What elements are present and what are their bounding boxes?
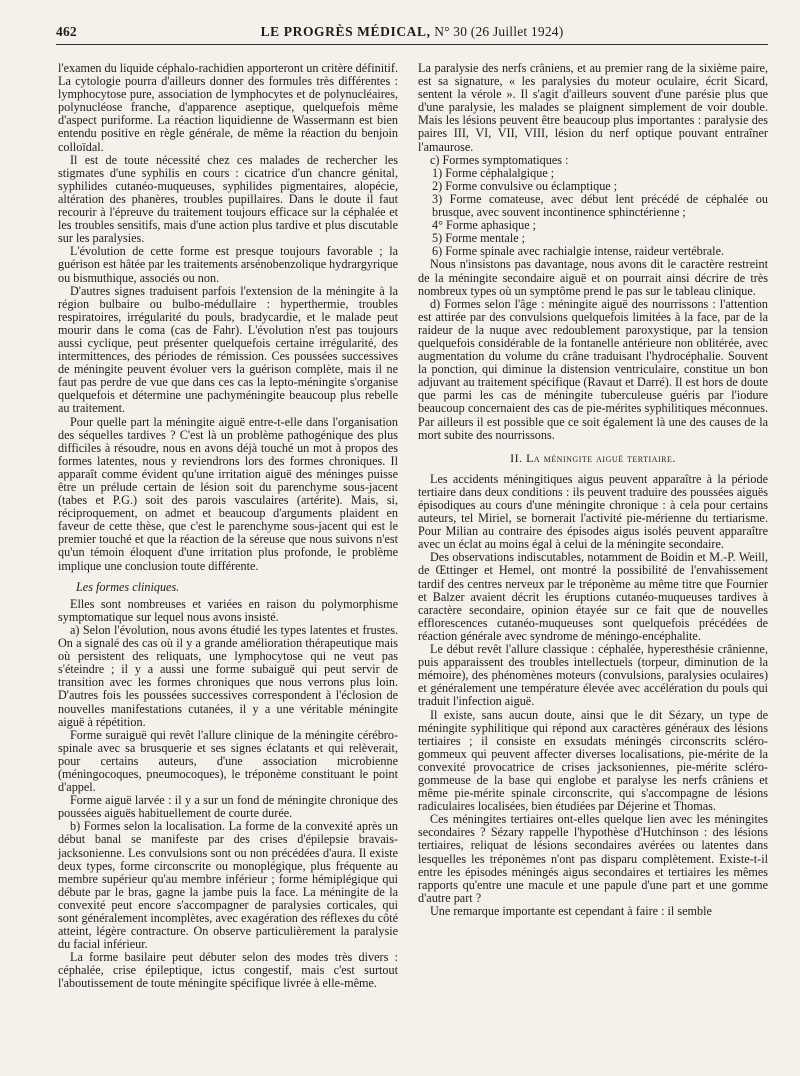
list-item: 3) Forme comateuse, avec début lent précédé de céphalée ou brusque, avec souvent incontinence sphinctérienne ; <box>432 191 768 220</box>
header-rule <box>56 44 768 45</box>
paragraph: Les accidents méningitiques aigus peuvent apparaître à la période tertiaire dans deux conditions : ils peuvent traduire des poussées aiguës épisodiques au cours d'une méningite chronique : à cela pour certains auteurs, tel Miriel, se bornerait l'activité pie-mérienne du tertiarisme. Pour Milian au contraire des épisodes aigus isolés peuvent apparaître avec un éclat au moins égal à celui de la méningite secondaire. <box>418 471 768 552</box>
paragraph: b) Formes selon la localisation. La forme de la convexité après un début banal se manifeste par des crises d'épilepsie bravais-jacksonienne. Les convulsions sont ou non précédées d'aura. Il existe deux types, forme circonscrite ou monoplégique, plus fréquente au membre supérieur qu'au membre inférieur ; forme hémiplégique qui débute par le bras, gagne la jambe puis la face. La méningite de la convexité peut encore s'accompagner de paralysies corticales, qui sont généralement incomplètes, avec exagération des réflexes du côté atteint, légère contracture. On observe particulièrement la paralysie du facial inférieur. <box>58 819 398 952</box>
paragraph: Le début revêt l'allure classique : céphalée, hyperesthésie crânienne, puis apparaissent des troubles intellectuels (torpeur, diminution de la mémoire), des phénomènes moteurs (convulsions, paralysies oculaires) et généralement une température élevée avec accélération du pouls qui traduit l'infection aiguë. <box>418 642 768 709</box>
paragraph: a) Selon l'évolution, nous avons étudié les types latentes et frustes. On a signalé des cas où il y a grande amélioration thérapeutique mais où persistent des reliquats, une lymphocytose qui ne veut pas s'éteindre ; il y a aussi une forme subaiguë qui peut servir de transition avec les formes chroniques que nous verrons plus loin. D'autres fois les poussées successives correspondent à l'éclosion de nouvelles manifestations cutanées, il y a une véritable méningite aiguë à répétition. <box>58 622 398 729</box>
list-item: 6) Forme spinale avec rachialgie intense, raideur vertébrale. <box>432 244 725 259</box>
paragraph: Ces méningites tertiaires ont-elles quelque lien avec les méningites secondaires ? Sézary rappelle l'hypothèse d'Hutchinson : des lésions tertiaires, reliquat de lésions secondaires avérées ou latentes dans lesquelles les tréponèmes n'ont pas disparu complètement. Existe-t-il entre les épisodes méningés aigus secondaires et tertiaires les mêmes rapports qu'entre une macule et une papule d'une part et une gomme d'autre part ? <box>418 812 768 905</box>
list-item: 1) Forme céphalalgique ; <box>432 165 555 180</box>
paragraph: Il est de toute nécessité chez ces malades de rechercher les stigmates d'une syphilis en cours : cicatrice d'un chancre génital, syphilides cutanéo-muqueuses, syphilides pigmentaires, alopécie, altération des phanères, troubles pupillaires. Dans le doute il faut recourir à l'épreuve du traitement toujours efficace sur la céphalée et les troubles sensitifs, mais d'une action plus tardive et plus discutable sur les paralysies. <box>58 152 398 246</box>
paragraph: c) Formes symptomatiques : <box>430 152 569 167</box>
paragraph: Des observations indiscutables, notamment de Boidin et M.-P. Weill, de Œttinger et Hemel, ont montré la possibilité de l'envahissement tardif des centres nerveux par le tréponème au même titre que Fournier et Balzer avaient décrit les éruptions cutanéo-muqueuses tardives à caractère secondaire, opinion étayée sur ce fait que de nouvelles efflorescences cutanéo-muqueuses sont quelquefois précédées de réaction générale avec syndrome de méningo-encéphalite. <box>418 550 768 643</box>
paragraph: Forme suraiguë qui revêt l'allure clinique de la méningite cérébro-spinale avec sa brusquerie et ses signes éclatants et qui relèverait, pour certains auteurs, d'une association microbienne (méningocoques, pneumocoques), le tréponème constituant le point d'appel. <box>58 727 398 795</box>
paragraph: Nous n'insistons pas davantage, nous avons dit le caractère restreint de la méningite secondaire aiguë et on pourrait ainsi décrire de très nombreux types où un symptôme prend le pas sur le tableau clinique. <box>418 257 768 298</box>
list-item: 2) Forme convulsive ou éclamptique ; <box>432 178 618 193</box>
section-subheading: Les formes cliniques. <box>76 579 180 594</box>
paragraph: Forme aiguë larvée : il y a sur un fond de méningite chronique des poussées aiguës habituellement de courte durée. <box>58 793 398 821</box>
paragraph: Pour quelle part la méningite aiguë entre-t-elle dans l'organisation des séquelles tardives ? C'est là un problème pathogénique des plus difficiles à résoudre, nous en avons déjà touché un mot à propos des formes latentes, nous y reviendrons lors des formes chroniques. Il apparaît comme évident qu'une irritation aiguë des méninges puisse être un prélude certain de lésion soit du parenchyme sous-jacent (tabes et P.G.) soit des parois vasculaires (artérite). Mais, si, réciproquement, on admet et beaucoup d'arguments plaident en faveur de cette thèse, que c'est le parenchyme sous-jacent qui est le premier touché et que la réaction de la séreuse que nous suivons n'est qu'un témoin éloquent d'une irritation plus profonde, le problème implique une conclusion toute différente. <box>58 414 398 573</box>
issue-info: N° 30 (26 Juillet 1924) <box>434 24 564 39</box>
journal-title <box>56 24 768 40</box>
journal-name: LE PROGRÈS MÉDICAL, <box>260 24 431 39</box>
paragraph: D'autres signes traduisent parfois l'extension de la méningite à la région bulbaire ou bulbo-médullaire : hyperthermie, troubles respiratoires, irrégularité du pouls, bradycardie, et le malade peut mourir dans le coma (cas de Fahr). L'évolution n'est pas toujours aussi cyclique, peut présenter quelquefois certaine irrégularité, des intermittences, des périodes de rémission. Ces poussées successives de méningite peuvent évoluer vers la guérison complète, mais il ne faut pas perdre de vue que dans ces cas la lepto-méningite s'organise quelquefois et détermine une pachyméningite beaucoup plus rebelle au traitement. <box>58 283 398 416</box>
paragraph: l'examen du liquide céphalo-rachidien apporteront un critère définitif. La cytologie pourra d'ailleurs donner des formules très différentes : lymphocytose pure, association de lymphocytes et de polynucléaires, polynucléose franche, d'apparence aseptique, quelquefois même d'aspect puriforme. La réaction liquidienne de Wassermann est bien entendu positive en règle générale, de même la réaction du benjoin colloïdal. <box>58 61 398 154</box>
right-column <box>418 62 768 918</box>
paragraph: La paralysie des nerfs crâniens, et au premier rang de la sixième paire, est sa signature, « les paralysies du moteur oculaire, écrit Sicard, sentent la vérole ». Il s'agit d'ailleurs souvent d'une parésie plus que d'une paralysie, les malades se plaignent simplement de voir double. Mais les lésions peuvent être beaucoup plus importantes : paralysie des paires III, VI, VII, VIII, lésion du nerf optique pouvant entraîner l'amaurose. <box>418 61 768 154</box>
list-item: 4° Forme aphasique ; <box>432 218 537 233</box>
page-number: 462 <box>56 24 77 39</box>
paragraph: Une remarque importante est cependant à faire : il semble <box>430 903 712 918</box>
paragraph: La forme basilaire peut débuter selon des modes très divers : céphalée, crise épileptique, ictus congestif, mais c'est surtout l'aboutissement de toute méningite spécifique livrée à elle-même. <box>58 950 398 991</box>
paragraph: Il existe, sans aucun doute, ainsi que le dit Sézary, un type de méningite syphilitique qui répond aux caractères généraux des lésions tertiaires ; il consiste en exsudats méningés circonscrits scléro-gommeux qui peuvent affecter diverses localisations, pie-mérite de la convexité provocatrice de crises jacksoniennes, pie-mérite scléro-gommeuse de la base qui englobe et paralyse les nerfs crâniens et même pie-mérite spinale circonscrite, qui s'accompagne de lésions radiculaires localisées, bien étudiées par Déjerine et Thomas. <box>418 707 768 814</box>
paragraph: L'évolution de cette forme est presque toujours favorable ; la guérison est hâtée par les traitements arsénobenzolique hydrargyrique ou bismuthique, associés ou non. <box>58 244 398 285</box>
paragraph: Elles sont nombreuses et variées en raison du polymorphisme symptomatique sur lequel nous avons insisté. <box>58 596 398 624</box>
section-heading: II. La méningite aiguë tertiaire. <box>510 450 676 465</box>
left-column <box>58 62 398 991</box>
running-header <box>56 24 768 44</box>
list-item: 5) Forme mentale ; <box>432 231 526 246</box>
paragraph: d) Formes selon l'âge : méningite aiguë des nourrissons : l'attention est attirée par des convulsions quelquefois limitées à la face, par de la raideur de la nuque avec redoublement paroxystique, par la tension quelquefois considérable de la fontanelle antérieure non oblitérée, avec augmentation du volume du crâne traduisant l'hydrocéphalie. Souvent la ponction, qui diminue la distension ventriculaire, constitue un bon adjuvant au traitement spécifique (Ravaut et Darré). Il est hors de doute que parmi les cas de méningite tuberculeuse guéris par l'iodure beaucoup concernaient des cas de pie-mérites syphilitiques méconnues. Par ailleurs il est possible que ce soit également là une des causes de la mort subite des nourrissons. <box>418 296 768 442</box>
